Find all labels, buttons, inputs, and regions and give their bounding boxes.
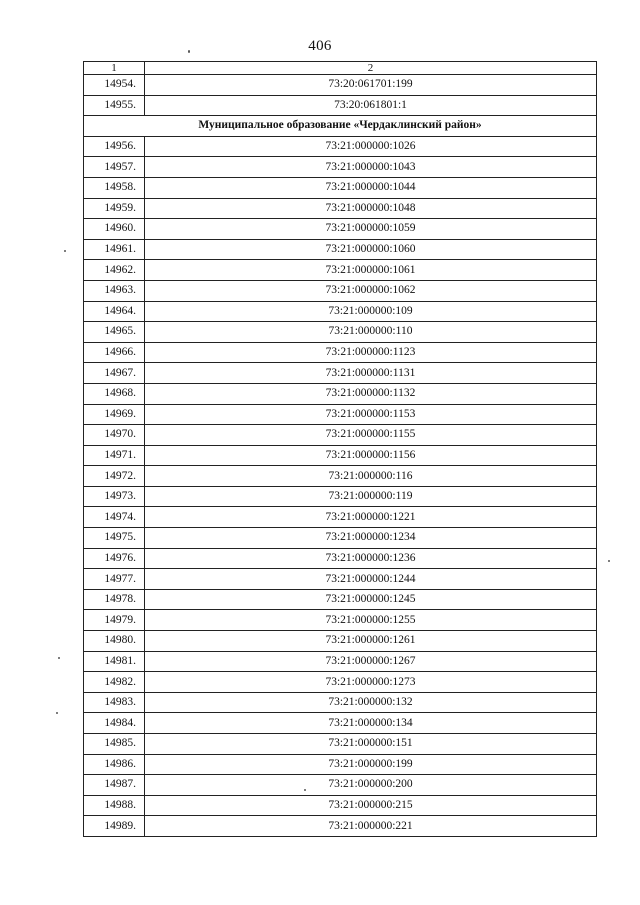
row-number: 14967. — [84, 363, 145, 384]
cadastral-number: 73:21:000000:1267 — [145, 651, 597, 672]
cadastral-number: 73:21:000000:221 — [145, 816, 597, 837]
row-number: 14957. — [84, 157, 145, 178]
row-number: 14970. — [84, 425, 145, 446]
row-number: 14954. — [84, 75, 145, 96]
table-row — [84, 754, 597, 775]
cadastral-number: 73:21:000000:200 — [145, 775, 597, 796]
table-row — [84, 816, 597, 837]
row-number: 14987. — [84, 775, 145, 796]
cadastral-number: 73:21:000000:215 — [145, 795, 597, 816]
table-row — [84, 219, 597, 240]
row-number: 14988. — [84, 795, 145, 816]
cadastral-number: 73:21:000000:1132 — [145, 383, 597, 404]
scan-speck — [188, 50, 190, 53]
table-row — [84, 260, 597, 281]
row-number: 14959. — [84, 198, 145, 219]
table-row — [84, 775, 597, 796]
cadastral-number: 73:21:000000:1044 — [145, 177, 597, 198]
row-number: 14982. — [84, 672, 145, 693]
scan-speck — [58, 657, 60, 659]
cadastral-registry-table — [83, 61, 597, 837]
cadastral-number: 73:21:000000:116 — [145, 466, 597, 487]
cadastral-number: 73:21:000000:199 — [145, 754, 597, 775]
row-number: 14963. — [84, 280, 145, 301]
table-row — [84, 198, 597, 219]
scan-speck — [64, 250, 66, 252]
row-number: 14968. — [84, 383, 145, 404]
row-number: 14983. — [84, 692, 145, 713]
row-number: 14979. — [84, 610, 145, 631]
row-number: 14973. — [84, 486, 145, 507]
cadastral-number: 73:21:000000:1244 — [145, 569, 597, 590]
table-row — [84, 651, 597, 672]
table-row — [84, 569, 597, 590]
row-number: 14984. — [84, 713, 145, 734]
table-row — [84, 404, 597, 425]
cadastral-number: 73:21:000000:1061 — [145, 260, 597, 281]
cadastral-number: 73:21:000000:1123 — [145, 342, 597, 363]
cadastral-number: 73:21:000000:1221 — [145, 507, 597, 528]
cadastral-number: 73:21:000000:151 — [145, 734, 597, 755]
row-number: 14980. — [84, 631, 145, 652]
table-row — [84, 177, 597, 198]
cadastral-number: 73:21:000000:1059 — [145, 219, 597, 240]
cadastral-number: 73:21:000000:1026 — [145, 136, 597, 157]
cadastral-number: 73:21:000000:1245 — [145, 589, 597, 610]
table-row — [84, 610, 597, 631]
cadastral-number: 73:21:000000:1153 — [145, 404, 597, 425]
cadastral-number: 73:21:000000:1060 — [145, 239, 597, 260]
cadastral-number: 73:21:000000:1273 — [145, 672, 597, 693]
column-header-2: 2 — [145, 62, 597, 75]
row-number: 14978. — [84, 589, 145, 610]
row-number: 14972. — [84, 466, 145, 487]
table-row — [84, 795, 597, 816]
section-heading-row — [84, 116, 597, 137]
table-row — [84, 528, 597, 549]
scan-speck — [56, 712, 58, 714]
table-row — [84, 713, 597, 734]
table-row — [84, 425, 597, 446]
row-number: 14962. — [84, 260, 145, 281]
cadastral-number: 73:21:000000:1131 — [145, 363, 597, 384]
row-number: 14958. — [84, 177, 145, 198]
page-number: 406 — [308, 38, 332, 54]
row-number: 14989. — [84, 816, 145, 837]
table-row — [84, 363, 597, 384]
cadastral-number: 73:21:000000:1048 — [145, 198, 597, 219]
table-row — [84, 342, 597, 363]
table-row — [84, 672, 597, 693]
cadastral-number: 73:20:061801:1 — [145, 95, 597, 116]
table-row — [84, 157, 597, 178]
table-row — [84, 466, 597, 487]
section-title: Муниципальное образование «Чердаклинский район» — [84, 116, 597, 137]
row-number: 14975. — [84, 528, 145, 549]
cadastral-number: 73:21:000000:110 — [145, 322, 597, 343]
row-number: 14974. — [84, 507, 145, 528]
cadastral-number: 73:21:000000:1156 — [145, 445, 597, 466]
row-number: 14964. — [84, 301, 145, 322]
cadastral-number: 73:20:061701:199 — [145, 75, 597, 96]
scan-speck — [608, 560, 610, 562]
cadastral-number: 73:21:000000:134 — [145, 713, 597, 734]
table-row — [84, 383, 597, 404]
table-row — [84, 589, 597, 610]
table-row — [84, 136, 597, 157]
table-row — [84, 734, 597, 755]
row-number: 14985. — [84, 734, 145, 755]
cadastral-number: 73:21:000000:109 — [145, 301, 597, 322]
row-number: 14966. — [84, 342, 145, 363]
cadastral-number: 73:21:000000:1255 — [145, 610, 597, 631]
table-row — [84, 631, 597, 652]
cadastral-number: 73:21:000000:119 — [145, 486, 597, 507]
table-row — [84, 95, 597, 116]
table-row — [84, 280, 597, 301]
row-number: 14971. — [84, 445, 145, 466]
cadastral-number: 73:21:000000:1261 — [145, 631, 597, 652]
table-header-row — [84, 62, 597, 75]
table-row — [84, 239, 597, 260]
row-number: 14960. — [84, 219, 145, 240]
cadastral-number: 73:21:000000:1043 — [145, 157, 597, 178]
table-row — [84, 445, 597, 466]
table-row — [84, 75, 597, 96]
cadastral-number: 73:21:000000:1062 — [145, 280, 597, 301]
row-number: 14961. — [84, 239, 145, 260]
column-header-1: 1 — [84, 62, 145, 75]
cadastral-number: 73:21:000000:1234 — [145, 528, 597, 549]
cadastral-number: 73:21:000000:132 — [145, 692, 597, 713]
table-row — [84, 301, 597, 322]
cadastral-number: 73:21:000000:1155 — [145, 425, 597, 446]
table-row — [84, 486, 597, 507]
row-number: 14955. — [84, 95, 145, 116]
table-row — [84, 548, 597, 569]
row-number: 14976. — [84, 548, 145, 569]
table-row — [84, 507, 597, 528]
row-number: 14965. — [84, 322, 145, 343]
table-row — [84, 322, 597, 343]
table-row — [84, 692, 597, 713]
row-number: 14969. — [84, 404, 145, 425]
row-number: 14977. — [84, 569, 145, 590]
row-number: 14956. — [84, 136, 145, 157]
row-number: 14981. — [84, 651, 145, 672]
cadastral-number: 73:21:000000:1236 — [145, 548, 597, 569]
row-number: 14986. — [84, 754, 145, 775]
